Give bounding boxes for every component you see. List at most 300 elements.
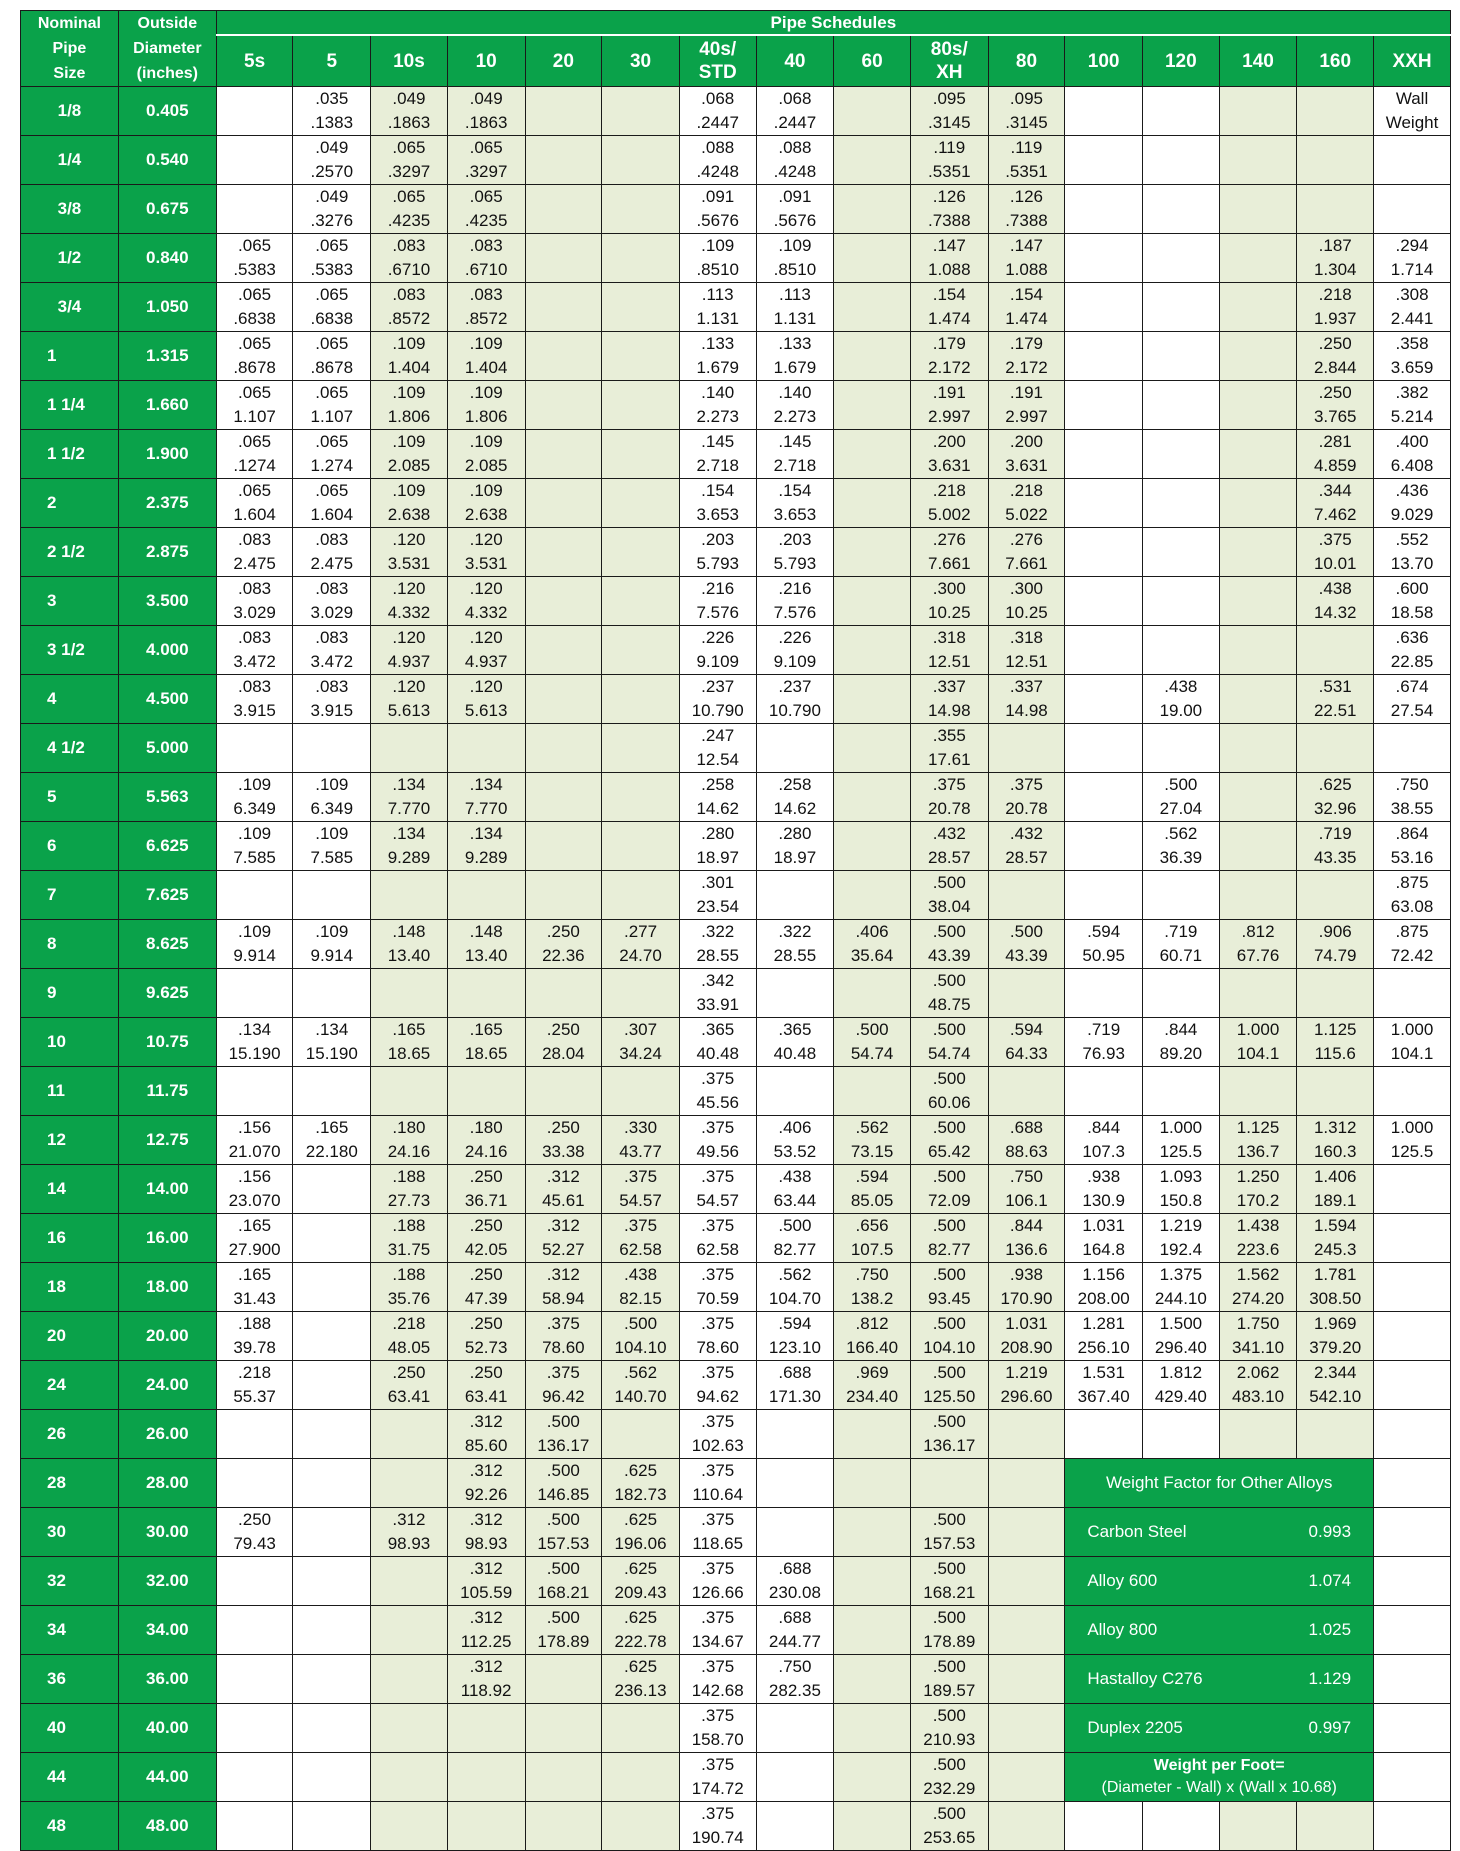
schedule-cell	[834, 1312, 911, 1361]
weight-per-foot: 296.60	[1000, 1387, 1053, 1406]
schedule-cell	[293, 381, 371, 430]
weight-per-foot: 54.74	[850, 1044, 894, 1063]
outside-diameter-cell: 32.00	[118, 1557, 216, 1606]
schedule-cell	[1219, 185, 1297, 234]
wall-thickness: .375	[701, 1412, 735, 1431]
pipe-row	[21, 871, 1451, 920]
schedule-cell	[371, 430, 448, 479]
weight-per-foot: 3.472	[310, 652, 354, 671]
schedule-cell	[371, 773, 448, 822]
schedule-cell	[293, 1067, 371, 1116]
weight-per-foot: .5383	[233, 260, 276, 279]
weight-per-foot: 70.59	[696, 1289, 739, 1308]
weight-per-foot: 7.770	[464, 799, 508, 818]
schedule-cell	[910, 185, 988, 234]
nominal-size-cell: 5	[21, 773, 119, 822]
wall-thickness: .438	[1164, 677, 1198, 696]
weight-per-foot: .4248	[773, 162, 817, 181]
wall-thickness: 1.781	[1313, 1265, 1357, 1284]
pipe-row	[21, 724, 1451, 773]
weight-per-foot: .2570	[310, 162, 354, 181]
wall-thickness: .500	[932, 1608, 966, 1627]
wall-thickness: .406	[855, 922, 889, 941]
wall-thickness: .750	[1395, 775, 1429, 794]
schedule-header: 20	[525, 35, 602, 87]
weight-per-foot: 2.638	[387, 505, 431, 524]
nominal-size-cell: 30	[21, 1508, 119, 1557]
schedule-cell	[1065, 822, 1143, 871]
nominal-size-cell: 2	[21, 479, 119, 528]
pipe-row	[21, 822, 1451, 871]
schedule-cell	[1065, 430, 1143, 479]
schedule-cell	[1143, 1263, 1220, 1312]
schedule-cell	[910, 675, 988, 724]
schedule-cell	[371, 1263, 448, 1312]
schedule-cell	[910, 136, 988, 185]
weight-per-foot: .1863	[464, 113, 508, 132]
wall-thickness: .226	[778, 628, 812, 647]
wall-thickness: .844	[1087, 1118, 1121, 1137]
pipe-row	[21, 87, 1451, 136]
wall-thickness: .375	[701, 1363, 735, 1382]
weight-per-foot: 136.17	[923, 1436, 976, 1455]
schedule-cell	[525, 234, 602, 283]
wall-thickness: .500	[778, 1216, 812, 1235]
schedule-header: 5	[293, 35, 371, 87]
weight-per-foot: 308.50	[1309, 1289, 1362, 1308]
schedule-cell	[1374, 969, 1451, 1018]
schedule-cell	[756, 1802, 834, 1851]
weight-per-foot: .1383	[310, 113, 354, 132]
wall-thickness: .308	[1395, 285, 1429, 304]
wall-thickness: .109	[238, 824, 272, 843]
weight-per-foot: 6.408	[1390, 456, 1434, 475]
wall-thickness: 1.500	[1159, 1314, 1203, 1333]
wall-thickness: .065	[238, 383, 272, 402]
weight-per-foot: 115.6	[1314, 1044, 1356, 1063]
schedule-cell	[1297, 1116, 1374, 1165]
schedule-cell	[447, 1606, 525, 1655]
schedule-cell	[447, 87, 525, 136]
weight-per-foot: 43.77	[619, 1142, 662, 1161]
schedule-cell	[525, 920, 602, 969]
weight-per-foot: 1.604	[310, 505, 354, 524]
schedule-header: 140	[1219, 35, 1297, 87]
weight-per-foot: 379.20	[1309, 1338, 1362, 1357]
outside-diameter-cell: 11.75	[118, 1067, 216, 1116]
schedule-cell	[1143, 626, 1220, 675]
schedule-cell	[602, 1263, 680, 1312]
weight-per-foot: 12.51	[928, 652, 971, 671]
wall-thickness: .237	[778, 677, 812, 696]
weight-per-foot: 18.65	[387, 1044, 431, 1063]
weight-per-foot: 2.638	[464, 505, 508, 524]
schedule-cell	[216, 1655, 293, 1704]
schedule-cell	[371, 1802, 448, 1851]
wall-thickness: .065	[469, 138, 503, 157]
schedule-cell	[447, 1116, 525, 1165]
wall-thickness: .500	[932, 1314, 966, 1333]
schedule-cell	[1219, 724, 1297, 773]
schedule-cell	[1374, 430, 1451, 479]
weight-per-foot: 1.107	[310, 407, 354, 426]
pipe-row	[21, 381, 1451, 430]
schedule-cell	[293, 773, 371, 822]
schedule-cell	[525, 479, 602, 528]
weight-per-foot: 43.39	[1005, 946, 1048, 965]
schedule-cell	[679, 234, 756, 283]
wall-thickness: .147	[1009, 236, 1044, 255]
schedule-cell	[988, 1263, 1065, 1312]
schedule-cell	[525, 577, 602, 626]
weight-per-foot: 1.474	[928, 309, 971, 328]
schedule-cell	[1374, 1606, 1451, 1655]
schedule-cell	[1374, 136, 1451, 185]
outside-diameter-cell: 10.75	[118, 1018, 216, 1067]
wall-thickness: .365	[701, 1020, 735, 1039]
schedule-cell	[1297, 528, 1374, 577]
weight-per-foot: 33.38	[542, 1142, 585, 1161]
schedule-cell	[1065, 577, 1143, 626]
schedule-cell	[756, 577, 834, 626]
schedule-cell	[447, 1312, 525, 1361]
schedule-cell	[1143, 234, 1220, 283]
weight-per-foot: 6.349	[233, 799, 276, 818]
schedule-cell	[293, 1018, 371, 1067]
schedule-cell	[1065, 675, 1143, 724]
weight-per-foot: 18.97	[773, 848, 817, 867]
weight-per-foot: .3297	[464, 162, 508, 181]
weight-per-foot: 102.63	[691, 1436, 744, 1455]
wall-thickness: .432	[1009, 824, 1044, 843]
wall-thickness: .065	[238, 236, 272, 255]
weight-per-foot: 50.95	[1082, 946, 1125, 965]
schedule-cell	[602, 332, 680, 381]
schedule-cell	[216, 1214, 293, 1263]
schedule-cell	[371, 1557, 448, 1606]
schedule-cell	[1297, 577, 1374, 626]
wall-thickness: .656	[855, 1216, 889, 1235]
schedule-cell	[1374, 1508, 1451, 1557]
wall-thickness: 1.531	[1082, 1363, 1125, 1382]
schedule-cell	[371, 283, 448, 332]
schedule-cell	[293, 479, 371, 528]
wall-thickness: .179	[932, 334, 966, 353]
pipe-row	[21, 1508, 1451, 1557]
schedule-cell	[525, 1361, 602, 1410]
schedule-cell	[216, 1704, 293, 1753]
wall-thickness: .500	[1009, 922, 1044, 941]
wall-thickness: 1.562	[1236, 1265, 1280, 1284]
schedule-cell	[525, 528, 602, 577]
wall-thickness: .218	[1009, 481, 1044, 500]
outside-diameter-cell: 48.00	[118, 1802, 216, 1851]
schedule-cell	[602, 1018, 680, 1067]
schedule-cell	[1219, 969, 1297, 1018]
wall-thickness: .083	[238, 579, 272, 598]
schedule-cell	[834, 1753, 911, 1802]
weight-per-foot: 9.109	[696, 652, 739, 671]
weight-per-foot: 52.73	[464, 1338, 508, 1357]
weight-per-foot: 18.65	[464, 1044, 508, 1063]
weight-per-foot: 168.21	[923, 1583, 976, 1602]
wall-thickness: .120	[392, 628, 426, 647]
wall-thickness: .109	[315, 775, 349, 794]
schedule-cell	[910, 1018, 988, 1067]
schedule-cell	[602, 871, 680, 920]
schedule-header: 10s	[371, 35, 448, 87]
wall-thickness: .969	[855, 1363, 889, 1382]
schedule-cell	[1065, 920, 1143, 969]
schedule-cell	[216, 626, 293, 675]
wall-thickness: .276	[932, 530, 966, 549]
schedule-cell	[293, 1410, 371, 1459]
schedule-cell	[834, 87, 911, 136]
weight-per-foot: 9.289	[387, 848, 431, 867]
wall-thickness: .165	[238, 1265, 272, 1284]
schedule-cell	[679, 724, 756, 773]
weight-per-foot: 1.679	[696, 358, 739, 377]
wall-thickness: .375	[1009, 775, 1044, 794]
outside-diameter-cell: 0.840	[118, 234, 216, 283]
schedule-cell	[1143, 675, 1220, 724]
wall-thickness: .375	[701, 1265, 735, 1284]
weight-factor-alloy-row	[1065, 1704, 1374, 1753]
schedule-cell	[1143, 969, 1220, 1018]
wall-thickness: .500	[932, 1559, 966, 1578]
wall-thickness: 1.969	[1313, 1314, 1357, 1333]
schedule-cell	[1143, 1410, 1220, 1459]
schedule-cell	[1219, 234, 1297, 283]
schedule-cell	[756, 1361, 834, 1410]
schedule-cell	[1219, 1214, 1297, 1263]
pipe-row	[21, 1263, 1451, 1312]
weight-per-foot: 18.58	[1390, 603, 1434, 622]
wall-thickness: .065	[238, 285, 272, 304]
wall-thickness: .154	[701, 481, 735, 500]
wall-thickness: .250	[469, 1167, 503, 1186]
wall-thickness: .091	[701, 187, 735, 206]
wall-thickness: .312	[392, 1510, 426, 1529]
schedule-cell	[216, 1410, 293, 1459]
schedule-cell	[525, 1067, 602, 1116]
weight-per-foot: 104.10	[923, 1338, 976, 1357]
schedule-cell	[216, 87, 293, 136]
pipe-row	[21, 185, 1451, 234]
schedule-cell	[371, 1704, 448, 1753]
wall-thickness: .636	[1395, 628, 1429, 647]
schedule-cell	[988, 1557, 1065, 1606]
weight-per-foot: 92.26	[464, 1485, 508, 1504]
wall-thickness: .109	[392, 432, 426, 451]
wall-thickness: .165	[238, 1216, 272, 1235]
schedule-cell	[1374, 1214, 1451, 1263]
weight-per-foot: 43.35	[1313, 848, 1357, 867]
wall-thickness: .280	[701, 824, 735, 843]
schedule-cell	[447, 1263, 525, 1312]
schedule-cell	[679, 1361, 756, 1410]
schedule-cell	[1065, 283, 1143, 332]
nominal-size-cell: 1	[21, 332, 119, 381]
wall-thickness: .281	[1318, 432, 1352, 451]
wall-thickness: .154	[932, 285, 966, 304]
wall-thickness: .375	[701, 1510, 735, 1529]
schedule-cell	[1219, 822, 1297, 871]
schedule-header: 10	[447, 35, 525, 87]
wall-thickness: .119	[1010, 138, 1043, 157]
wall-thickness: .065	[238, 432, 272, 451]
outside-diameter-cell: 6.625	[118, 822, 216, 871]
schedule-cell	[447, 185, 525, 234]
schedule-cell	[1374, 1116, 1451, 1165]
outside-diameter-cell: 26.00	[118, 1410, 216, 1459]
nominal-size-cell: 36	[21, 1655, 119, 1704]
schedule-cell	[216, 1606, 293, 1655]
outside-diameter-cell: 28.00	[118, 1459, 216, 1508]
wall-thickness: .250	[546, 1118, 580, 1137]
wall-thickness: .312	[469, 1657, 503, 1676]
schedule-cell	[1219, 871, 1297, 920]
schedule-cell	[1374, 1655, 1451, 1704]
pipe-row	[21, 1116, 1451, 1165]
weight-per-foot: 142.68	[691, 1681, 744, 1700]
schedule-cell	[988, 773, 1065, 822]
weight-per-foot: 31.75	[387, 1240, 431, 1259]
wall-thickness: .322	[701, 922, 735, 941]
schedule-cell	[447, 675, 525, 724]
pipe-row	[21, 969, 1451, 1018]
schedule-cell	[834, 1508, 911, 1557]
wall-thickness: .312	[469, 1608, 503, 1627]
schedule-cell	[1219, 136, 1297, 185]
wall-thickness: .134	[392, 824, 426, 843]
wall-thickness: 1.406	[1313, 1167, 1357, 1186]
schedule-cell	[447, 626, 525, 675]
wall-thickness: .250	[546, 1020, 580, 1039]
schedule-cell	[293, 626, 371, 675]
wall-thickness: .500	[932, 1118, 966, 1137]
weight-per-foot: 1.604	[233, 505, 276, 524]
pipe-row	[21, 332, 1451, 381]
schedule-cell	[756, 1018, 834, 1067]
nominal-size-cell: 3/8	[21, 185, 119, 234]
weight-per-foot: 14.98	[1005, 701, 1048, 720]
weight-per-foot: 45.56	[696, 1093, 739, 1112]
nominal-size-cell: 18	[21, 1263, 119, 1312]
wall-thickness: .438	[623, 1265, 658, 1284]
weight-per-foot: 196.06	[614, 1534, 667, 1553]
weight-per-foot: .3145	[1005, 113, 1048, 132]
schedule-cell	[679, 528, 756, 577]
pipe-row	[21, 1361, 1451, 1410]
schedule-header: 60	[834, 35, 911, 87]
weight-per-foot: 282.35	[768, 1681, 821, 1700]
wall-thickness: .864	[1395, 824, 1429, 843]
weight-per-foot: 178.89	[923, 1632, 976, 1651]
nominal-size-cell: 1/2	[21, 234, 119, 283]
weight-per-foot: 107.3	[1082, 1142, 1125, 1161]
schedule-cell	[1065, 1214, 1143, 1263]
schedule-cell	[834, 1067, 911, 1116]
weight-per-foot: 9.914	[233, 946, 276, 965]
weight-per-foot: 170.2	[1236, 1191, 1280, 1210]
wall-thickness: .065	[392, 138, 426, 157]
outside-diameter-cell: 36.00	[118, 1655, 216, 1704]
wall-thickness: .375	[546, 1314, 580, 1333]
schedule-cell	[1297, 1263, 1374, 1312]
wall-thickness: .119	[933, 138, 966, 157]
wall-thickness: .147	[932, 236, 966, 255]
schedule-cell	[988, 136, 1065, 185]
weight-per-foot: 64.33	[1005, 1044, 1048, 1063]
weight-per-foot: .8572	[464, 309, 508, 328]
weight-per-foot: 134.67	[691, 1632, 744, 1651]
wall-thickness: .400	[1395, 432, 1429, 451]
outside-diameter-cell: 9.625	[118, 969, 216, 1018]
wall-thickness: .145	[701, 432, 735, 451]
wall-thickness: .375	[701, 1804, 735, 1823]
schedule-cell	[1219, 577, 1297, 626]
weight-per-foot: .7388	[1005, 211, 1048, 230]
weight-per-foot: 367.40	[1077, 1387, 1130, 1406]
schedule-cell	[525, 871, 602, 920]
schedule-cell	[447, 283, 525, 332]
wall-thickness: .250	[469, 1216, 503, 1235]
weight-per-foot: 5.022	[1005, 505, 1048, 524]
weight-per-foot: 12.51	[1005, 652, 1048, 671]
wall-thickness: .120	[392, 530, 426, 549]
schedule-cell	[756, 1753, 834, 1802]
schedule-cell	[293, 430, 371, 479]
schedule-cell	[910, 1753, 988, 1802]
schedule-cell	[756, 871, 834, 920]
schedule-cell	[216, 1312, 293, 1361]
schedule-cell	[602, 87, 680, 136]
schedule-cell	[1374, 1018, 1451, 1067]
wall-thickness: .719	[1164, 922, 1198, 941]
weight-per-foot: 1.274	[310, 456, 354, 475]
schedule-cell	[371, 185, 448, 234]
schedule-cell	[216, 1067, 293, 1116]
schedule-cell	[371, 1312, 448, 1361]
schedule-cell	[1065, 381, 1143, 430]
pipe-row	[21, 675, 1451, 724]
schedule-cell	[988, 1410, 1065, 1459]
outside-diameter-cell: 0.405	[118, 87, 216, 136]
wall-thickness: .065	[238, 334, 272, 353]
nominal-size-cell: 7	[21, 871, 119, 920]
nominal-size-cell: 20	[21, 1312, 119, 1361]
outside-diameter-header	[118, 11, 216, 87]
weight-per-foot: 166.40	[846, 1338, 899, 1357]
wall-thickness: .065	[392, 187, 426, 206]
weight-per-foot: 208.00	[1077, 1289, 1130, 1308]
weight-factor-alloy-row	[1065, 1655, 1374, 1704]
schedule-cell	[679, 920, 756, 969]
schedule-cell	[910, 1361, 988, 1410]
schedule-cell	[447, 822, 525, 871]
wall-thickness: .134	[392, 775, 426, 794]
schedule-cell	[988, 1802, 1065, 1851]
schedule-cell	[293, 1802, 371, 1851]
weight-per-foot: 5.214	[1390, 407, 1434, 426]
wall-thickness: .375	[701, 1755, 735, 1774]
weight-per-foot: 49.56	[696, 1142, 739, 1161]
weight-per-foot: 31.43	[233, 1289, 276, 1308]
wall-thickness: .500	[546, 1608, 580, 1627]
wall-thickness: .844	[1164, 1020, 1198, 1039]
schedule-cell	[293, 1508, 371, 1557]
